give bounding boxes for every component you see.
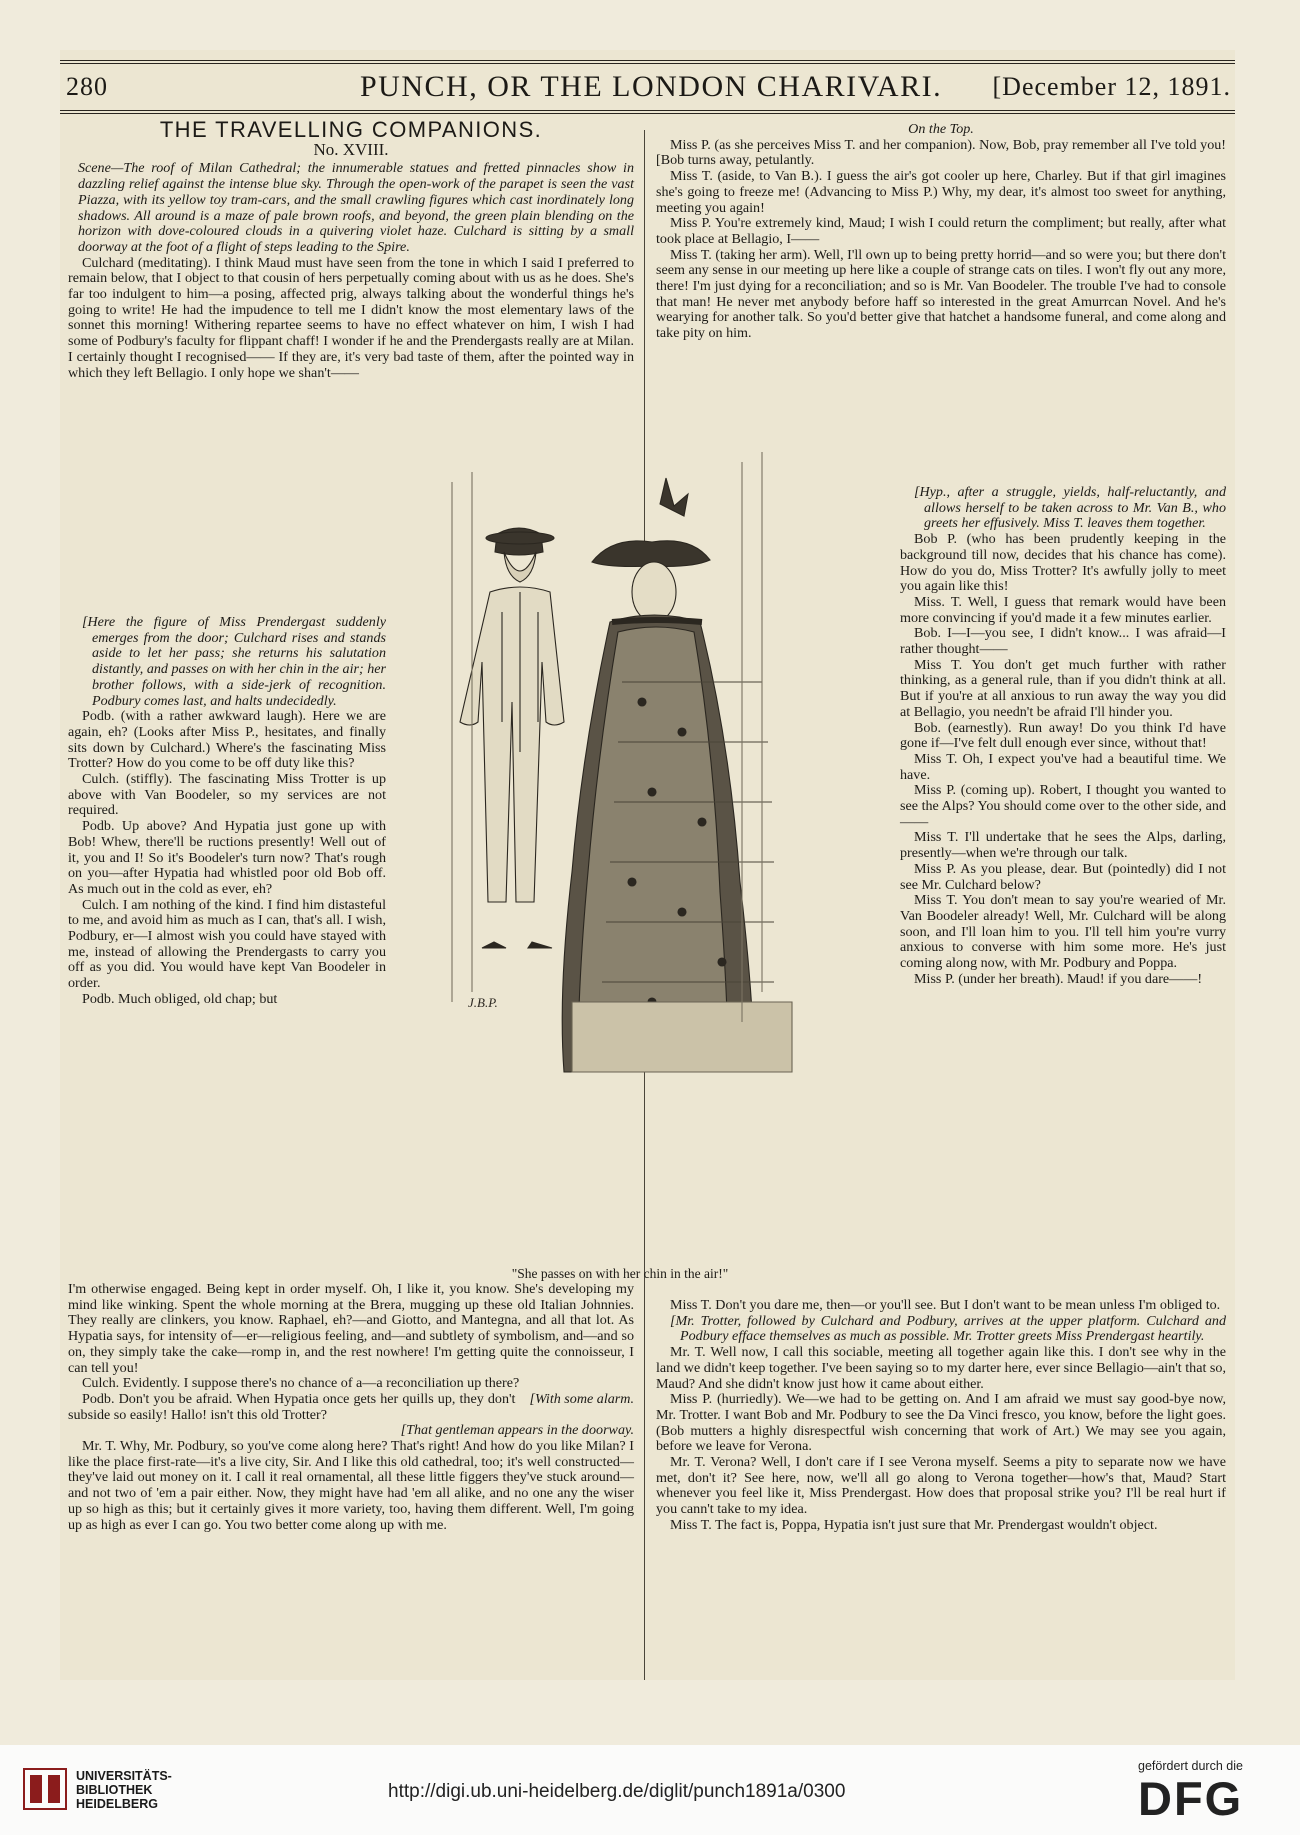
paragraph: Miss T. The fact is, Poppa, Hypatia isn't just sure that Mr. Prendergast wouldn't object. xyxy=(670,1516,1158,1533)
paragraph: Podb. Don't you be afraid. When Hypatia once gets her quills up, they don't subside so easily! Hallo! isn't this old Trotter? xyxy=(68,1390,516,1423)
illustration xyxy=(442,442,794,1090)
sponsor-text: gefördert durch die xyxy=(1138,1759,1243,1773)
stage-direction: [Mr. Trotter, followed by Culchard and Podbury, arrives at the upper platform. Culchard and Podbury efface themselves as much as possible. Mr. Trotter greets Miss Prendergast heartily. xyxy=(670,1312,1226,1345)
top-rule-2 xyxy=(60,63,1235,64)
page-number: 280 xyxy=(66,72,108,101)
paragraph: Miss T. (taking her arm). Well, I'll own up to being pretty horrid—and so were you; but there don't seem any sense in our meeting up here like a couple of strange cats on tiles. I won't fly out any more, there! I'm just dying for a reconciliation; and so is Mr. Van Boodeler. The trouble I've had to console that man! He never met anybody before haff so interested in the great Amurrcan Novel. And he's wearying for another talk. So you'd better give that hatchet a handsome funeral, and come along and take pity on him. xyxy=(656,246,1226,342)
paragraph: Culchard (meditating). I think Maud must have seen from the tone in which I said I preferred to remain below, that I object to that cousin of hers perpetually coming about with us as he does. She's far too indulgent to him—a posing, affected prig, always talking about the wonderful things he's going to write! He had the impudence to tell me I didn't know the most elementary laws of the sonnet this morning! Withering repartee seems to have no effect whatever on him, I wish I had some of Podbury's faculty for flippant chaff! I wonder if he and the Prendergasts really are at Milan. I certainly thought I recognised—— If they are, it's very bad taste of them, after the pointed way in which they left Bellagio. I only hope we shan't—— xyxy=(68,254,634,381)
header-rule-2 xyxy=(60,113,1235,114)
article-title: THE TRAVELLING COMPANIONS. xyxy=(159,117,543,142)
publication-title: PUNCH, OR THE LONDON CHARIVARI. xyxy=(360,70,943,103)
section-heading: On the Top. xyxy=(908,121,974,137)
right-column-top xyxy=(656,122,1226,342)
page-header xyxy=(60,70,1235,108)
right-column-narrow xyxy=(900,485,1226,988)
paragraph: Culch. I am nothing of the kind. I find him distasteful to me, and avoid him as much as I can, that's all. I wish, Podbury, er—I almost wish you could have stayed with me, instead of allowing the Prendergasts to carry you off as you did. You would have kept Van Boodeler in order. xyxy=(68,896,386,992)
scene-description: Scene—The roof of Milan Cathedral; the innumerable statues and fretted pinnacles show in dazzling relief against the intense blue sky. Through the open-work of the parapet is seen the vast Piazza, with its yellow toy tram-cars, and the small crawling figures which cast inordinately long shadows. All around is a maze of pale brown roofs, and beyond, the green plain blending on the horizon with dove-coloured clouds in a quivering violet haze. Culchard is sitting by a small doorway at the foot of a flight of steps leading to the Spire. xyxy=(78,160,634,255)
paragraph: Mr. T. Verona? Well, I don't care if I see Verona myself. Seems a pity to separate now we have met, don't it? See here, now, we'll all go along to Verona together—how's that, Maud? Start whenever you feel like it, Miss Prendergast. How does that proposal strike you? I'll be real hurt if you cann't take to my idea. xyxy=(656,1454,1226,1518)
paragraph: Mr. T. Well now, I call this sociable, meeting all together again like this. I don't see why in the land we didn't keep together. I've been saying so to my darter here, ever since Bellagio—ain't that so, Maud? And she didn't know just how it came about either. xyxy=(656,1344,1226,1392)
paragraph: Miss T. Don't you dare me, then—or you'll see. But I don't want to be mean unless I'm obliged to. xyxy=(670,1297,1221,1313)
stage-direction: [Hyp., after a struggle, yields, half-reluctantly, and allows herself to be taken across to Mr. Van B., who greets her effusively. Miss T. leaves them together. xyxy=(914,484,1226,532)
header-rule xyxy=(60,110,1235,111)
paragraph: Miss T. You don't get much further with rather thinking, as a general rule, than if you didn't think at all. But if you're at all anxious to run away the way you did at Bellagio, you needn't be afraid I'll hinder you. xyxy=(900,656,1226,720)
stage-direction: [That gentleman appears in the doorway. xyxy=(400,1422,634,1439)
paragraph: Mr. T. Why, Mr. Podbury, so you've come along here? That's right! And how do you like Milan? I like the place first-rate—it's a live city, Sir. And I like this old cathedral, too; it's well constructed—they've laid out money on it. I call it real ornamental, all these little figgers they've stuck around—and not two of 'em a pair either. Now, they might have had 'em all alike, and no one any the wiser up so high as this; but it certainly gives it more variety, too, having them different. Well, I'm going up as high as ever I can go. You two better come along up with me. xyxy=(68,1438,634,1533)
library-name-line: UNIVERSITÄTS- xyxy=(76,1769,172,1783)
paragraph: Miss P. You're extremely kind, Maud; I wish I could return the compliment; but really, after what took place at Bellagio, I—— xyxy=(656,215,1226,247)
illustration-caption: "She passes on with her chin in the air!" xyxy=(511,1266,729,1281)
right-column-bottom xyxy=(656,1298,1226,1534)
paragraph: Miss P. (under her breath). Maud! if you dare——! xyxy=(914,970,1203,987)
paragraph: Bob P. (who has been prudently keeping in the background till now, decides that his chance has come). How do you do, Miss Trotter? It's awfully jolly to meet you again like this! xyxy=(900,531,1226,595)
paragraph: Podb. (with a rather awkward laugh). Here we are again, eh? (Looks after Miss P., hesitates, and finally sits down by Culchard.) Where's the fascinating Miss Trotter? How do you come to be off duty like this? xyxy=(68,708,386,772)
newspaper-page xyxy=(60,50,1235,1680)
issue-date: [December 12, 1891. xyxy=(992,72,1231,101)
paragraph: Miss T. I'll undertake that he sees the Alps, darling, presently—when we're through our talk. xyxy=(900,829,1226,862)
paragraph: I'm otherwise engaged. Being kept in order myself. Oh, I like it, you know. She's developing my mind like winking. Spent the whole morning at the Brera, mugging up these old Italian Johnnies. They really are clinkers, you know. Raphael, eh?—and Giotto, and Mantegna, and all that lot. As Hypatia says, for intensity of—er—religious feeling, and—and subtlety of symbolism, and—and so on, they simply take the cake—romp in, and the rest nowhere! I'm getting quite the connoisseur, I can tell you! xyxy=(68,1281,634,1376)
paragraph: Miss P. (as she perceives Miss T. and her companion). Now, Bob, pray remember all I've told you! [Bob turns away, petulantly. xyxy=(656,136,1226,169)
article-number: No. XVIII. xyxy=(313,139,389,159)
left-column-narrow xyxy=(68,615,386,1008)
dfg-logo: DFG xyxy=(1138,1772,1244,1825)
paragraph: Bob. I—I—you see, I didn't know... I was afraid—I rather thought—— xyxy=(900,625,1226,658)
paragraph: Culch. Evidently. I suppose there's no chance of a—a reconciliation up there? [With some alarm. xyxy=(82,1375,634,1407)
paragraph: Podb. Much obliged, old chap; but xyxy=(82,990,278,1007)
paragraph: Miss T. (aside, to Van B.). I guess the air's got cooler up here, Charley. But if that girl imagines she's going to freeze me! (Advancing to Miss P.) Why, my dear, it's almost too sweet for anything, meeting you again! xyxy=(656,168,1226,216)
library-seal-icon xyxy=(22,1767,68,1811)
artist-signature: J.B.P. xyxy=(468,995,498,1010)
digitization-footer xyxy=(0,1745,1300,1835)
sponsor-logo[interactable] xyxy=(1138,1759,1243,1826)
paragraph: Miss P. (coming up). Robert, I thought you wanted to see the Alps? You should come over to the other side, and—— xyxy=(900,782,1226,830)
paragraph: Podb. Up above? And Hypatia just gone up with Bob! Whew, there'll be ructions presently! Well out of it, you and I! So it's Boodeler's turn now? That's rough on you—after Hypatia had whistled poor old Bob off. As much out in the cold as ever, eh? xyxy=(68,818,386,897)
stage-direction: [Here the figure of Miss Prendergast suddenly emerges from the door; Culchard rises and stands aside to let her pass; she returns his salutation distantly, and passes on with her chin in the air; her brother follows, with a side-jerk of recognition. Podbury comes last, and halts undecidedly. xyxy=(82,614,387,709)
paragraph: Miss P. As you please, dear. But (pointedly) did I not see Mr. Culchard below? xyxy=(900,860,1226,893)
paragraph: Culch. (stiffly). The fascinating Miss Trotter is up above with Van Boodeler, so my services are not required. xyxy=(68,771,386,819)
left-column-top xyxy=(68,117,634,381)
top-rule xyxy=(60,60,1235,61)
source-url-link[interactable]: http://digi.ub.uni-heidelberg.de/diglit/punch1891a/0300 xyxy=(388,1781,846,1802)
paragraph: Bob. (earnestly). Run away! Do you think I'd have gone if—I've felt dull enough ever since, without that! xyxy=(900,719,1226,752)
paragraph: Miss T. Oh, I expect you've had a beautiful time. We have. xyxy=(900,750,1226,783)
left-column-bottom xyxy=(68,1282,634,1533)
library-name-line: HEIDELBERG xyxy=(76,1797,158,1811)
paragraph: Miss P. (hurriedly). We—we had to be getting on. And I am afraid we must say good-bye now, Mr. Trotter. I want Bob and Mr. Podbury to see the Da Vinci fresco, you know, before the light goes. (Bob mutters a highly disrespectful wish concerning that work of Art.) We may see you again, before we leave for Verona. xyxy=(656,1391,1226,1455)
library-name-line: BIBLIOTHEK xyxy=(76,1783,153,1797)
paragraph: Miss T. You don't mean to say you're wearied of Mr. Van Boodeler already! Well, Mr. Culchard will be along soon, and I'll loan him to you. I'll tell him you're vurry anxious to converse with him some more. He's just coming along now, with Mr. Podbury and Poppa. xyxy=(900,892,1226,972)
paragraph: Miss. T. Well, I guess that remark would have been more convincing if you'd made it a few minutes earlier. xyxy=(900,593,1226,626)
